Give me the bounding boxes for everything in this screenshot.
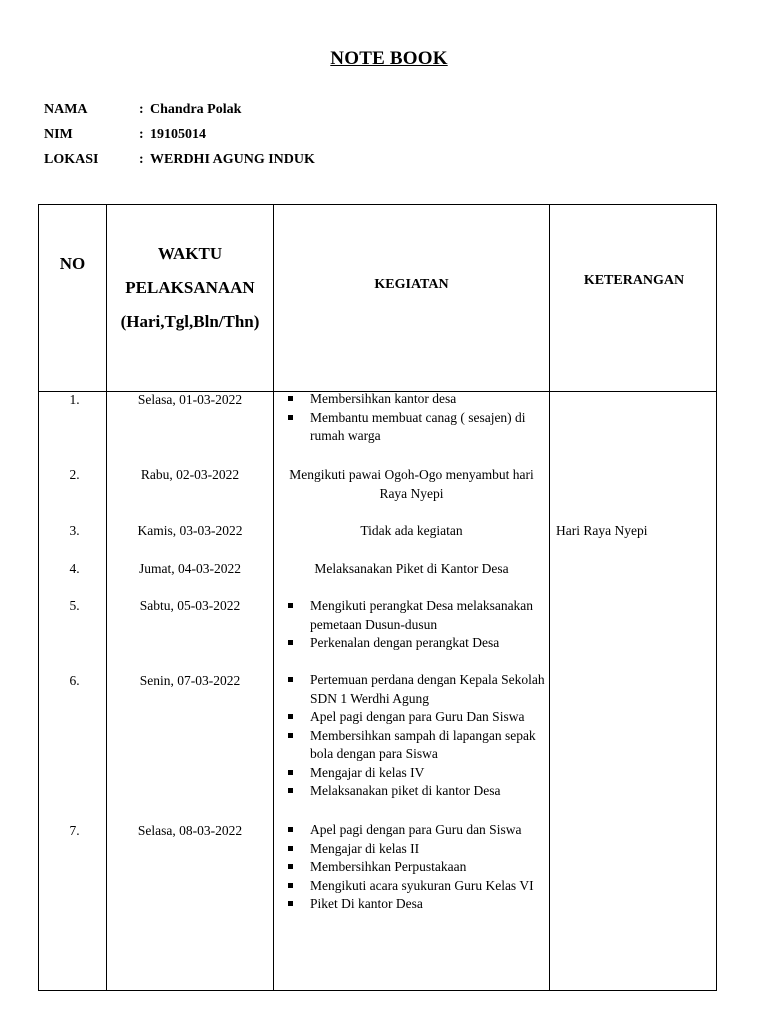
activity-item	[274, 597, 549, 634]
row-activity: Mengikuti pawai Ogoh-Ogo menyambut hari Raya Nyepi	[289, 467, 534, 501]
bullet-icon	[288, 714, 293, 719]
row-activity: Tidak ada kegiatan	[360, 523, 463, 538]
activity-item	[274, 390, 549, 409]
info-label: NAMA	[44, 102, 88, 117]
info-colon: :	[139, 102, 144, 117]
activity-text: Membersihkan kantor desa	[310, 391, 457, 406]
info-value: Chandra Polak	[150, 102, 242, 117]
activity-text: Apel pagi dengan para Guru Dan Siswa	[310, 709, 525, 724]
row-no: 3.	[69, 523, 80, 538]
row-date: Senin, 07-03-2022	[139, 673, 241, 688]
activity-text: Membersihkan sampah di lapangan sepak bola dengan para Siswa	[310, 727, 536, 761]
row-no: 7.	[69, 823, 80, 838]
info-value: 19105014	[150, 127, 206, 142]
row-no: 5.	[69, 598, 80, 613]
info-colon: :	[139, 127, 144, 142]
activity-text: Membersihkan Perpustakaan	[310, 859, 467, 874]
row-activity	[274, 390, 549, 446]
bullet-icon	[288, 603, 293, 608]
header-waktu	[107, 237, 273, 339]
activity-item	[274, 877, 549, 896]
activity-item	[274, 671, 549, 708]
activity-item	[274, 409, 549, 446]
activity-table	[38, 204, 717, 991]
activity-text: Pertemuan perdana dengan Kepala Sekolah SDN 1 Werdhi Agung	[310, 672, 545, 706]
activity-text: Membantu membuat canag ( sesajen) di rumah warga	[310, 409, 526, 443]
page-title: NOTE BOOK	[330, 48, 448, 69]
bullet-icon	[288, 883, 293, 888]
activity-text: Perkenalan dengan perangkat Desa	[310, 635, 500, 650]
header-keterangan: KETERANGAN	[583, 273, 685, 288]
row-date: Rabu, 02-03-2022	[140, 467, 240, 482]
bullet-icon	[288, 788, 293, 793]
activity-item	[274, 858, 549, 877]
activity-text: Mengikuti perangkat Desa melaksanakan pemetaan Dusun-dusun	[310, 598, 534, 632]
column-divider	[549, 205, 550, 990]
row-date: Selasa, 08-03-2022	[137, 823, 243, 838]
row-no: 2.	[69, 467, 80, 482]
activity-text: Mengajar di kelas IV	[310, 764, 425, 780]
activity-item	[274, 840, 549, 859]
activity-item	[274, 727, 549, 764]
activity-text: Piket Di kantor Desa	[310, 896, 423, 911]
bullet-icon	[288, 733, 293, 738]
row-activity	[274, 597, 549, 653]
header-waktu-line: PELAKSANAAN	[125, 278, 255, 297]
info-label: LOKASI	[44, 152, 99, 167]
header-waktu-line: (Hari,Tgl,Bln/Thn)	[120, 312, 260, 331]
info-label: NIM	[44, 127, 73, 142]
row-no: 1.	[69, 392, 80, 407]
activity-item	[274, 895, 549, 914]
row-note: Hari Raya Nyepi	[556, 523, 648, 538]
activity-item	[274, 634, 549, 653]
row-date: Jumat, 04-03-2022	[139, 561, 241, 576]
bullet-icon	[288, 677, 293, 682]
bullet-icon	[288, 864, 293, 869]
activity-item	[274, 708, 549, 727]
row-date: Sabtu, 05-03-2022	[139, 598, 241, 613]
info-colon: :	[139, 152, 144, 167]
header-no: NO	[59, 254, 86, 273]
activity-text: Melaksanakan piket di kantor Desa	[310, 783, 501, 798]
row-activity: Melaksanakan Piket di Kantor Desa	[314, 561, 509, 576]
info-value: WERDHI AGUNG INDUK	[150, 152, 315, 167]
activity-text: Apel pagi dengan para Guru dan Siswa	[310, 822, 522, 837]
activity-item	[274, 764, 549, 783]
bullet-icon	[288, 415, 293, 420]
row-date: Selasa, 01-03-2022	[137, 392, 243, 407]
bullet-icon	[288, 640, 293, 645]
activity-item	[274, 782, 549, 801]
row-no: 6.	[69, 673, 80, 688]
header-kegiatan: KEGIATAN	[374, 277, 449, 292]
activity-text: Mengikuti acara syukuran Guru Kelas VI	[310, 877, 534, 893]
activity-item	[274, 821, 549, 840]
bullet-icon	[288, 770, 293, 775]
bullet-icon	[288, 827, 293, 832]
bullet-icon	[288, 396, 293, 401]
bullet-icon	[288, 901, 293, 906]
row-date: Kamis, 03-03-2022	[137, 523, 243, 538]
bullet-icon	[288, 846, 293, 851]
row-activity	[274, 671, 549, 801]
row-no: 4.	[69, 561, 80, 576]
header-waktu-line: WAKTU	[157, 244, 223, 263]
activity-text: Mengajar di kelas II	[310, 840, 420, 856]
row-activity	[274, 821, 549, 914]
